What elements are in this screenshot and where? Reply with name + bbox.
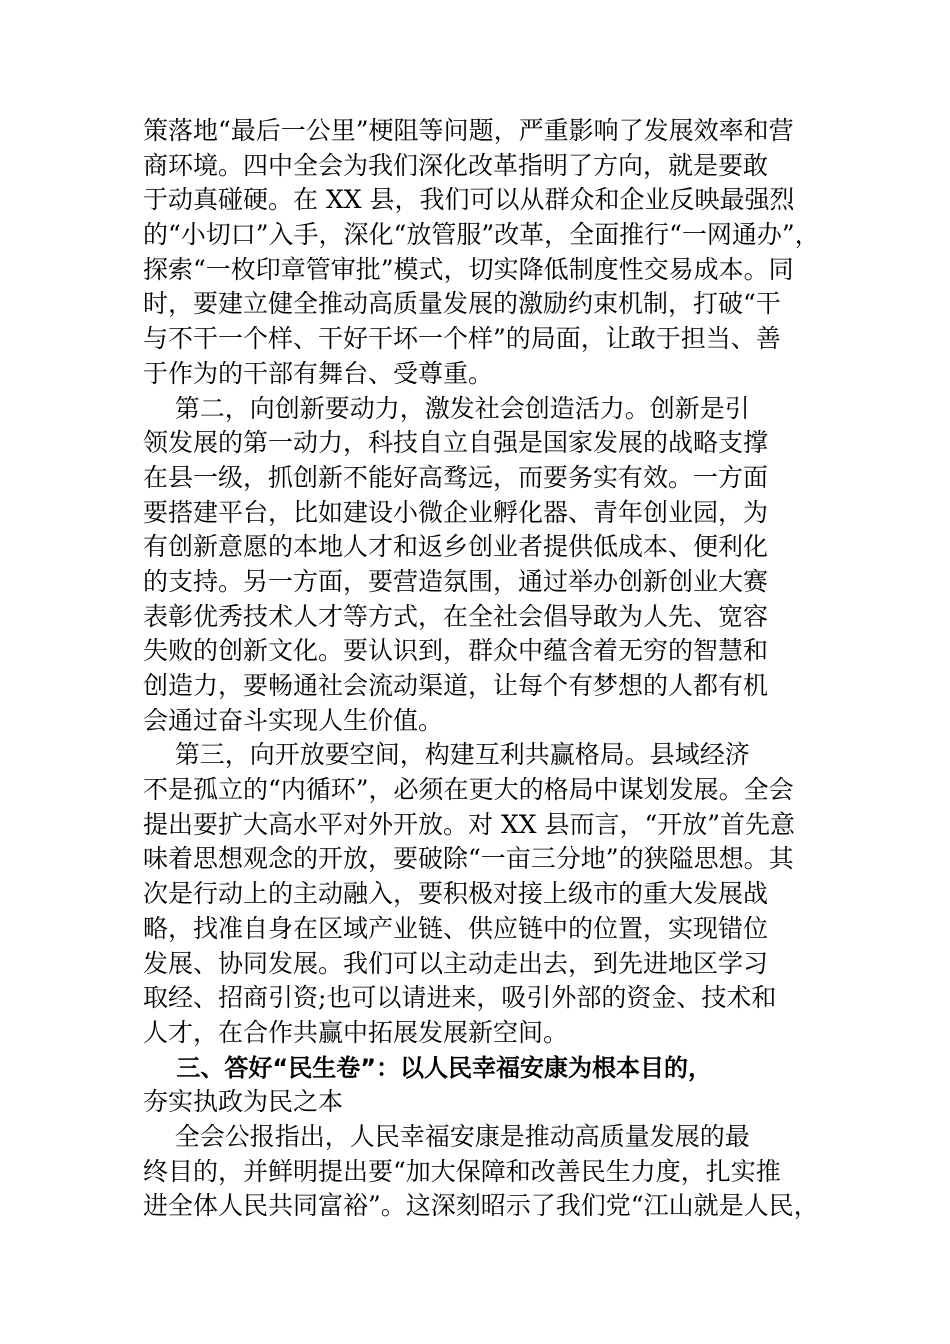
section-heading-continuation: 夯实执政为民之本 — [143, 1087, 344, 1117]
text-line: 时，要建立健全推动高质量发展的激励约束机制，打破“干 — [143, 289, 781, 319]
document-body — [143, 114, 820, 1224]
text-line: 商环境。四中全会为我们深化改革指明了方向，就是要敢 — [143, 150, 769, 180]
text-line: 领发展的第一动力，科技自立自强是国家发展的战略支撑 — [143, 428, 769, 458]
text-line: 进全体人民共同富裕”。这深刻昭示了我们党“江山就是人民， — [143, 1191, 819, 1221]
text-line: 要搭建平台，比如建设小微企业孵化器、青年创业园，为 — [143, 497, 769, 527]
text-line: 发展、协同发展。我们可以主动走出去，到先进地区学习 — [143, 948, 769, 978]
text-line: 的支持。另一方面，要营造氛围，通过举办创新创业大赛 — [143, 566, 769, 596]
text-line: 终目的，并鲜明提出要“加大保障和改善民生力度，扎实推 — [143, 1156, 781, 1186]
text-line: 不是孤立的“内循环”，必须在更大的格局中谋划发展。全会 — [143, 775, 794, 805]
text-line: 的“小切口”入手，深化“放管服”改革，全面推行“一网通办”， — [143, 220, 820, 250]
text-line: 与不干一个样、干好干坏一个样”的局面，让敢于担当、善 — [143, 324, 781, 354]
text-line: 有创新意愿的本地人才和返乡创业者提供低成本、便利化 — [143, 532, 769, 562]
text-line: 人才，在合作共赢中拓展发展新空间。 — [143, 1017, 569, 1047]
text-line: 失败的创新文化。要认识到，群众中蕴含着无穷的智慧和 — [143, 636, 769, 666]
text-line: 略，找准自身在区域产业链、供应链中的位置，实现错位 — [143, 913, 769, 943]
text-line: 于作为的干部有舞台、受尊重。 — [143, 358, 494, 388]
paragraph-start-line: 全会公报指出，人民幸福安康是推动高质量发展的最 — [143, 1121, 750, 1151]
text-line: 次是行动上的主动融入，要积极对接上级市的重大发展战 — [143, 879, 769, 909]
text-line: 于动真碰硬。在 XX 县，我们可以从群众和企业反映最强烈 — [143, 185, 795, 215]
text-line: 味着思想观念的开放，要破除“一亩三分地”的狭隘思想。其 — [143, 844, 794, 874]
paragraph-start-line: 第三，向开放要空间，构建互利共赢格局。县域经济 — [143, 740, 750, 770]
text-line: 策落地“最后一公里”梗阻等问题，严重影响了发展效率和营 — [143, 116, 794, 145]
text-line: 探索“一枚印章管审批”模式，切实降低制度性交易成本。同 — [143, 254, 794, 284]
text-line: 会通过奋斗实现人生价值。 — [143, 705, 444, 735]
text-line: 取经、招商引资;也可以请进来，吸引外部的资金、技术和 — [143, 983, 777, 1013]
text-line: 表彰优秀技术人才等方式，在全社会倡导敢为人先、宽容 — [143, 601, 769, 631]
text-line: 在县一级，抓创新不能好高骛远，而要务实有效。一方面 — [143, 462, 769, 492]
paragraph-start-line: 第二，向创新要动力，激发社会创造活力。创新是引 — [143, 393, 750, 423]
text-line: 提出要扩大高水平对外开放。对 XX 县而言，“开放”首先意 — [143, 809, 796, 839]
text-line: 创造力，要畅通社会流动渠道，让每个有梦想的人都有机 — [143, 671, 769, 700]
section-heading-line: 三、答好“民生卷”：以人民幸福安康为根本目的， — [143, 1053, 712, 1082]
